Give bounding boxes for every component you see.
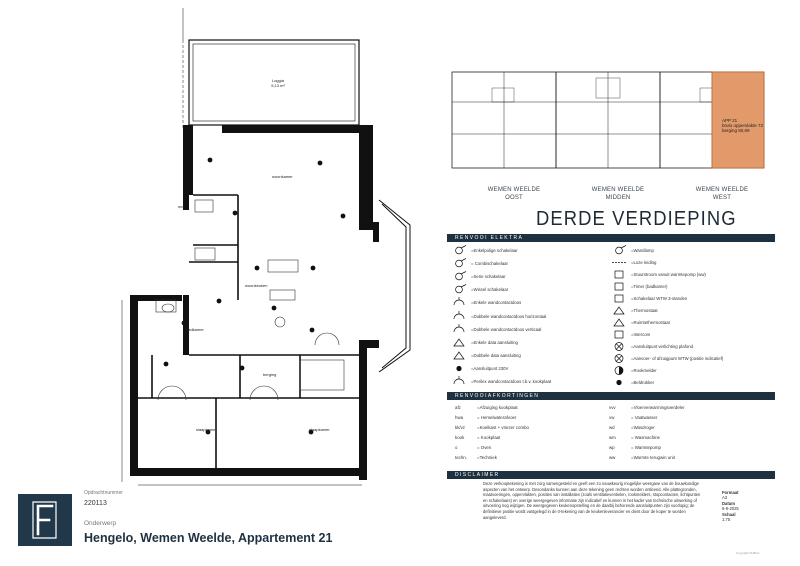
abbreviation-key: o (455, 445, 458, 450)
abbreviation-label: = Oven (477, 445, 492, 450)
highlight-sub2: berging 80,69 (722, 128, 750, 133)
abbreviation-key: techn. (455, 455, 467, 460)
abbreviation-row (455, 403, 518, 413)
wing-west-line2: WEST (712, 195, 732, 201)
legend-label: =Schakelaar WTW 3-standen (631, 296, 688, 301)
legend-label: =Aanvoer- of afzuigpunt WTW (positie indicatief) (631, 356, 724, 361)
abbreviation-row (455, 453, 497, 463)
abbreviation-key: vw (609, 415, 615, 420)
disclaimer-text: Deze verkooptekening is met zorg samengesteld en geeft een zo nauwkeurig mogelijke weergave van de bouwkundige aspecten van het ontwerp. Desondanks kunnen aan deze tekening geen rechten worden ontleend. Alle plattegronden, maatvoeringen, oppervlakten, posities van installaties (zoals ventilatieventielen, rookmelders, stopcontacten, lichtpunten en schakelaars) en overige weergegeven informatie zijn indicatief en kunnen in het kader van technische uitwerking of uitvoering nog wijzigen. De weergegeven keukenopstelling en de daarbij behorende aansluitpunten zijn voorlopig; de definitieve positie wordt vastgelegd in de 0-tekening van de keukenleverancier en dient door de koper te worden aangeleverd. (483, 481, 701, 520)
legend-item (447, 257, 508, 270)
format-label: Formaat (722, 490, 739, 495)
abbreviation-row (609, 433, 660, 443)
electrical-legend (447, 244, 775, 390)
legend-item (447, 362, 508, 375)
legend-label: =Beldrukker (631, 380, 655, 385)
legend-label: =Thermostaat (631, 308, 658, 313)
legend-item (447, 375, 551, 388)
legend-item (447, 336, 518, 349)
legend-label: =Stuurstroom vanuit warmtepomp (ww) (631, 272, 706, 277)
highlight-label (722, 118, 763, 133)
legend-label: =Timer (badkamer) (631, 284, 668, 289)
copyright: Copyright FHB bv (736, 551, 760, 555)
legend-header: RENVOOI ELEKTRA (447, 234, 775, 242)
wing-oost-line2: OOST (505, 195, 523, 201)
legend-label: =Wissel schakelaar (471, 287, 509, 293)
abbreviations-list (447, 403, 775, 465)
alternating-switch-icon (447, 283, 471, 296)
wing-oost-line1: WEMEN WEELDE (487, 187, 541, 193)
abbreviation-row (455, 443, 491, 453)
legend-label: =Wandlamp (631, 248, 654, 253)
abbreviation-key: kk/vz (455, 425, 466, 430)
subject-label: Onderwerp (84, 520, 117, 527)
logo-mark-icon (18, 494, 72, 546)
wing-west (672, 186, 772, 202)
abbreviation-key: afz (455, 405, 461, 410)
date-label: Datum (722, 500, 736, 506)
abbreviation-key: kook (455, 435, 465, 440)
legend-item (447, 283, 508, 296)
floor-plan (0, 0, 445, 490)
abbreviation-label: =Koelkast + vriezer combo (477, 425, 529, 430)
legend-label: =Enkele wandcontactdoos (471, 300, 522, 306)
abbreviation-label: =Techniek (477, 455, 497, 460)
scale-value: 1:75 (722, 517, 731, 523)
company-logo (18, 494, 72, 546)
legend-item (447, 270, 506, 283)
order-number: 220113 (84, 500, 107, 507)
legend-label: =Aansluitpunt 230V (471, 365, 509, 371)
format-value: A3 (722, 495, 728, 501)
highlight-sub1: bruto oppervlakte 72 (722, 123, 764, 128)
combo-switch-icon (447, 257, 471, 270)
connection-point-icon (447, 362, 471, 375)
double-socket-vertical-icon (447, 323, 471, 336)
scale-label: Schaal (722, 511, 736, 517)
room-slaapkamer-1: slaapkamer (196, 427, 217, 432)
kitchen-socket-icon (447, 375, 471, 388)
abbreviation-row (455, 423, 529, 433)
room-berging: berging (263, 372, 277, 377)
legend-label: =Dubbele data aansluiting (471, 352, 521, 358)
order-number-label: Opdrachtnummer (84, 490, 123, 496)
legend-label: =Rookmelder (631, 368, 657, 373)
abbreviation-row (609, 403, 685, 413)
wing-midden-line1: WEMEN WEELDE (591, 187, 645, 193)
wing-oost (464, 186, 564, 202)
abbreviation-label: = Hemelwaterafvoer (477, 415, 517, 420)
abbreviation-row (609, 443, 661, 453)
single-switch-icon (447, 244, 471, 257)
room-woonkeuken: woonkeuken (245, 283, 268, 288)
legend-label: =Dubbele wandcontactdoos verticaal (471, 326, 542, 332)
title-meta (722, 490, 776, 522)
abbreviation-key: ww (609, 455, 616, 460)
double-data-outlet-icon (447, 349, 471, 362)
legend-item (447, 323, 541, 336)
abbreviation-key: wd (609, 425, 615, 430)
single-socket-icon (447, 296, 471, 309)
legend-label: =Dubbele wandcontactdoos horizontaal (471, 313, 547, 319)
abbreviation-label: =Warmte terugwin unit (631, 455, 675, 460)
abbreviation-label: = Vaatwasser (631, 415, 658, 420)
legend-item (447, 244, 518, 257)
disclaimer-header: DISCLAIMER (447, 471, 775, 479)
abbreviation-label: = Kookplaat (477, 435, 501, 440)
abbreviation-key: wp (609, 445, 615, 450)
room-badkamer: badkamer (186, 327, 204, 332)
room-area: 5,13 m² (271, 83, 285, 88)
legend-item (447, 296, 521, 309)
legend-label: =Ruimtethermostaat (631, 320, 670, 325)
abbreviation-label: = Warmtepomp (631, 445, 661, 450)
bell-icon (607, 376, 631, 389)
legend-item (447, 310, 546, 323)
legend-label: =Intercom (631, 332, 651, 337)
abbreviation-key: hwa (455, 415, 464, 420)
project-title: Hengelo, Wemen Weelde, Appartement 21 (84, 531, 333, 545)
wing-midden (568, 186, 668, 202)
legend-label: =Serie schakelaar (471, 274, 506, 280)
abbreviation-key: wm (609, 435, 616, 440)
legend-label: =Perilex wandcontactdoos t.b.v. kookplaat (471, 379, 552, 384)
date-value: 6-9-2025 (722, 506, 739, 512)
abbreviation-row (455, 413, 516, 423)
legend-label: =Enkelpolige schakelaar (471, 248, 518, 253)
legend-item (607, 376, 654, 389)
abbreviation-row (609, 423, 655, 433)
double-socket-horizontal-icon (447, 310, 471, 323)
wing-midden-line2: MIDDEN (605, 195, 631, 201)
abbreviation-label: =Wasdroger (631, 425, 655, 430)
abbreviation-label: =Afzuiging kookplaat (477, 405, 518, 410)
room-name: Loggia (271, 78, 284, 83)
highlight-title: APP 21 (722, 118, 738, 123)
abbreviation-key: vvv (609, 405, 616, 410)
abbreviation-row (609, 413, 657, 423)
room-loggia (263, 78, 293, 88)
room-woonkamer: woonkamer (272, 174, 293, 179)
room-slaapkamer-2: slaapkamer (309, 427, 330, 432)
series-switch-icon (447, 270, 471, 283)
legend-label: = Combischakelaar (471, 261, 508, 267)
legend-item (447, 349, 521, 362)
floor-title: DERDE VERDIEPING (536, 208, 737, 230)
legend-label: =Loze leiding (631, 260, 657, 265)
legend-label: =Aansluitpunt verlichting plafond (631, 344, 693, 349)
legend-label: =Enkele data aansluiting (471, 339, 518, 345)
data-outlet-icon (447, 336, 471, 349)
wing-west-line1: WEMEN WEELDE (695, 187, 749, 193)
abbreviation-row (609, 453, 675, 463)
abbreviation-label: =Vloerverwarmingsverdeler (631, 405, 685, 410)
abbreviation-label: = Wasmachine (631, 435, 660, 440)
abbreviations-header: RENVOOIAFKORTINGEN (447, 392, 775, 400)
wall-label: wvb (178, 204, 186, 209)
abbreviation-row (455, 433, 500, 443)
